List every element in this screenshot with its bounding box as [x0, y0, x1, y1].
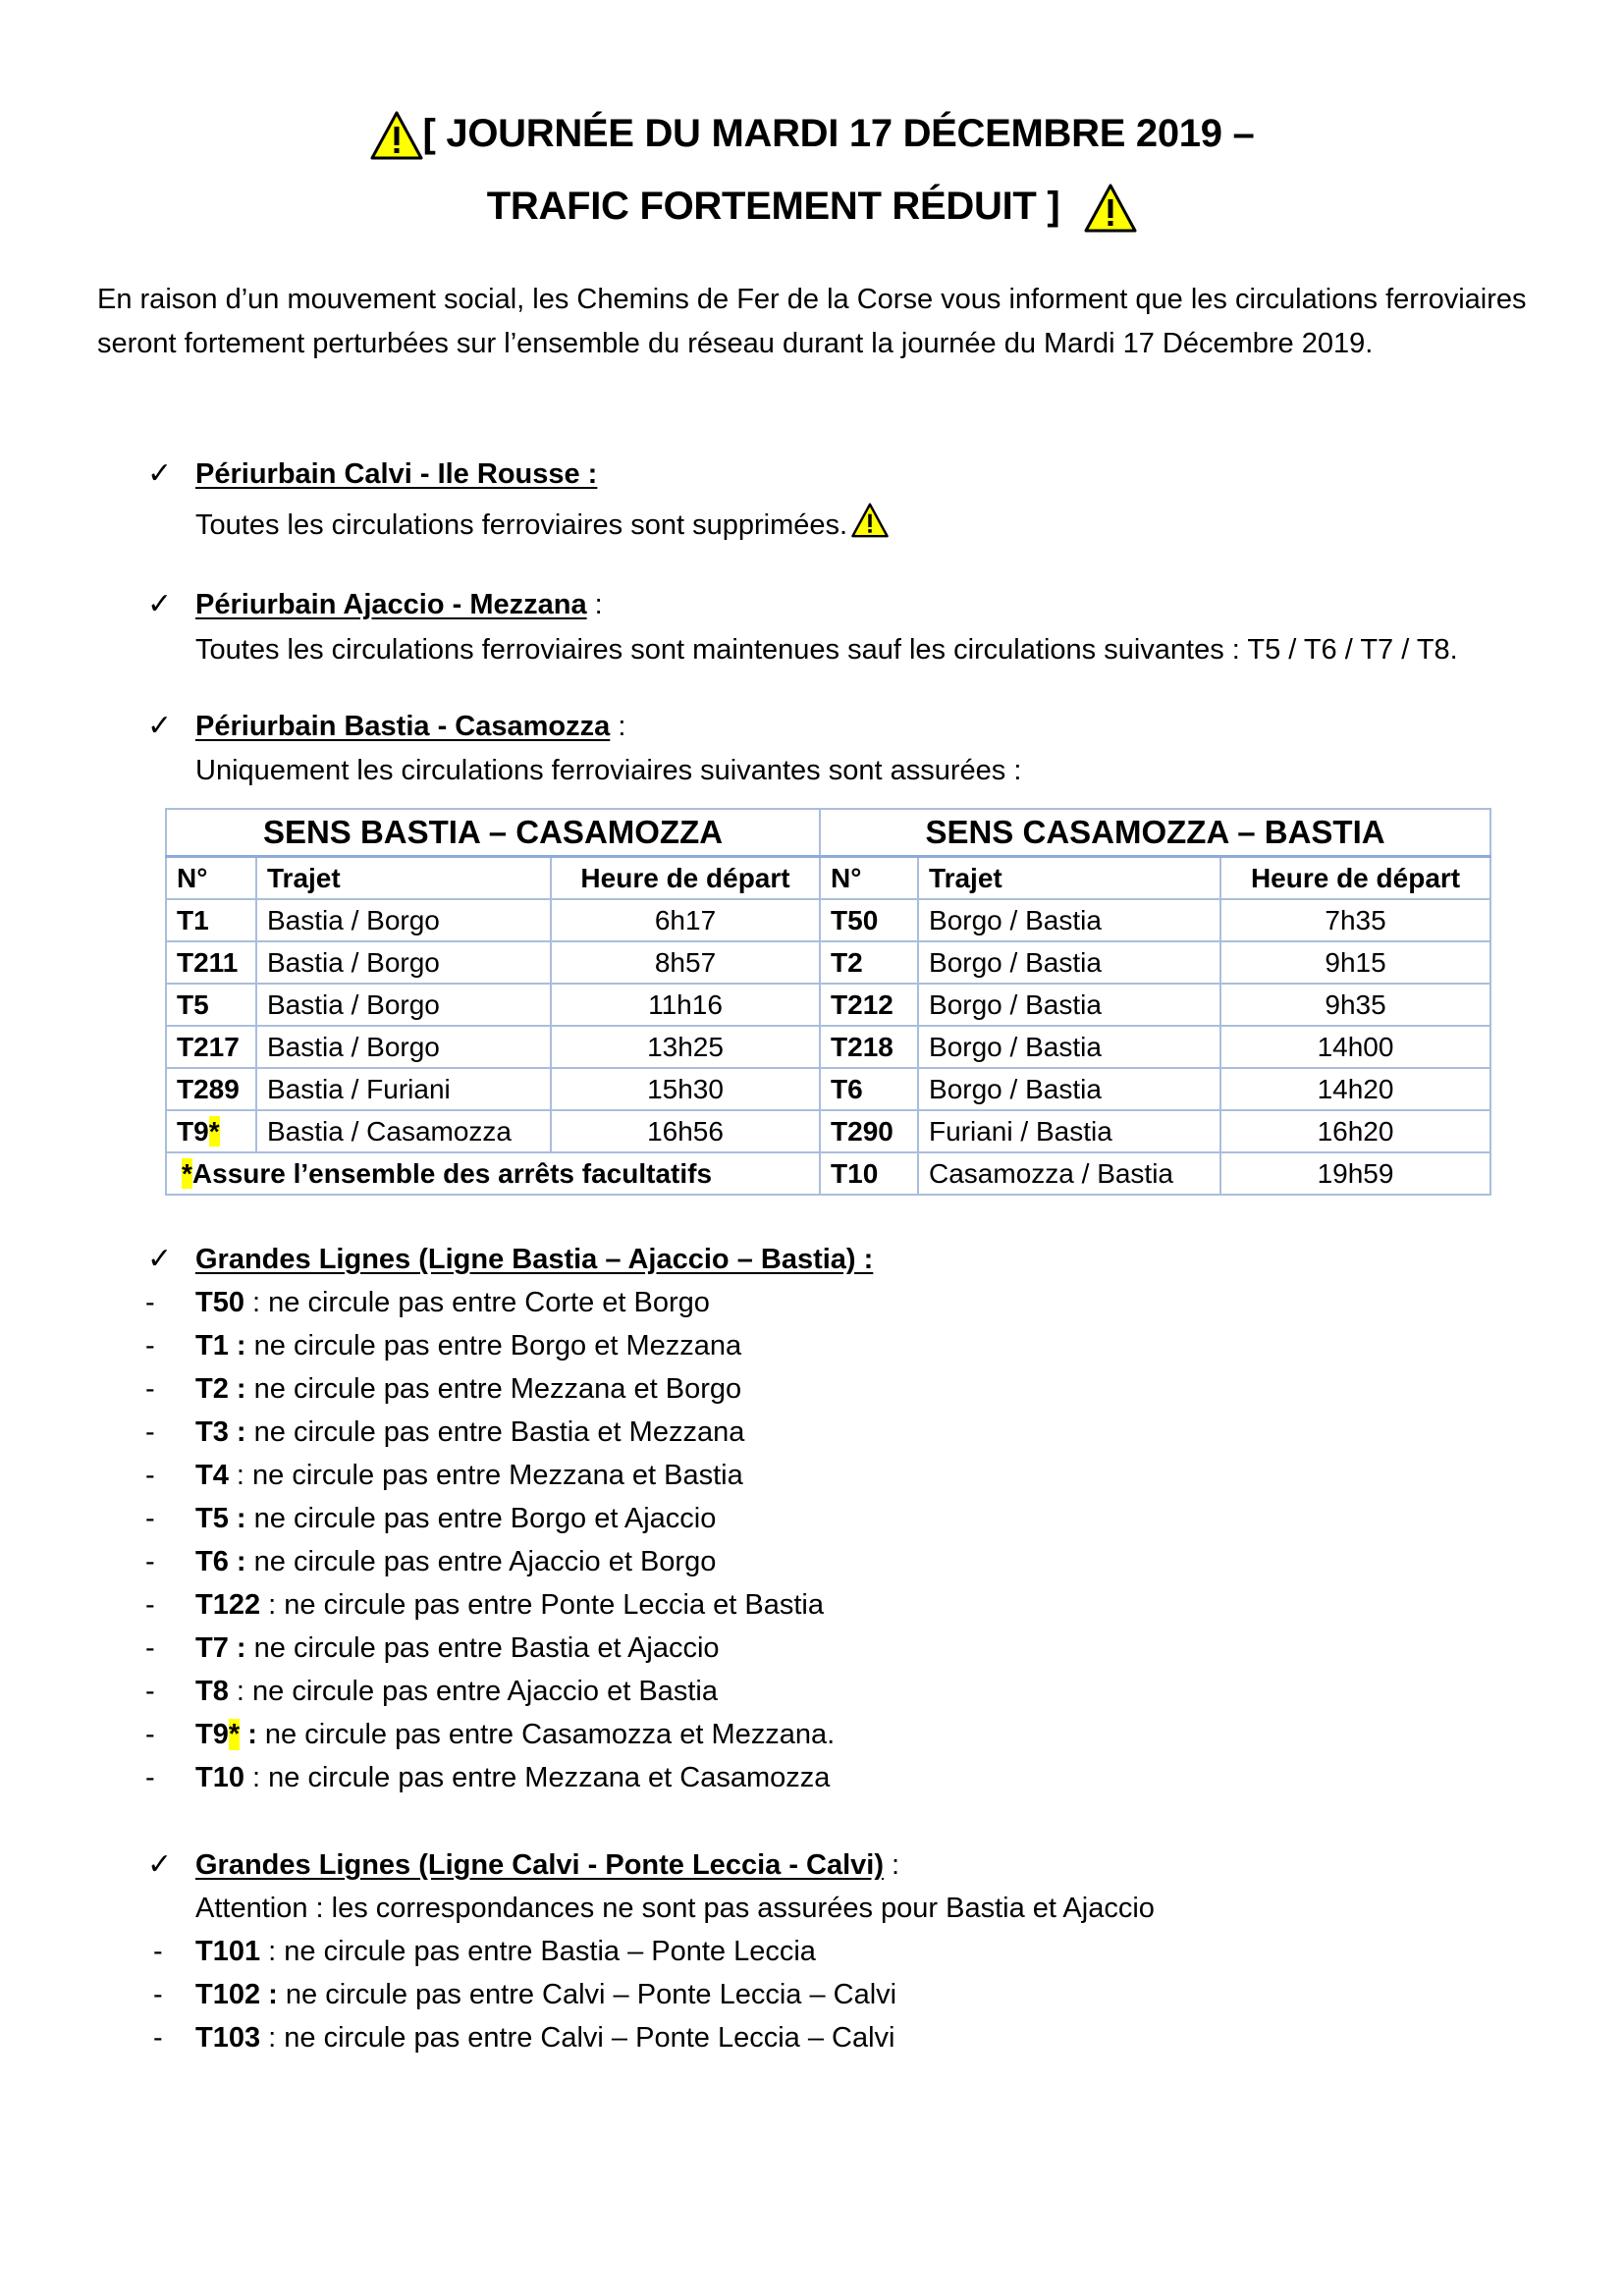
- list-item: - T9* : ne circule pas entre Casamozza et Mezzana.: [145, 1719, 836, 1750]
- route: Bastia / Furiani: [256, 1068, 551, 1110]
- list-item: - T8 : ne circule pas entre Ajaccio et Bastia: [145, 1676, 718, 1707]
- title-line-2: [0, 179, 1624, 234]
- list-item: - T1 : ne circule pas entre Borgo et Mezzana: [145, 1330, 742, 1362]
- train-number: T2: [820, 941, 918, 984]
- departure-time: 8h57: [551, 941, 820, 984]
- train-number: T50: [820, 899, 918, 941]
- section-heading-calvi: Périurbain Calvi - Ile Rousse :: [195, 458, 598, 490]
- timetable-table: [165, 808, 1491, 1196]
- column-header: Heure de départ: [551, 857, 820, 900]
- departure-time: 9h35: [1220, 984, 1490, 1026]
- section-text-bastia: Uniquement les circulations ferroviaires suivantes sont assurées :: [195, 755, 1022, 786]
- table-row: [166, 1152, 1490, 1195]
- list-item: - T7 : ne circule pas entre Bastia et Ajaccio: [145, 1632, 720, 1664]
- check-icon: ✓: [147, 710, 173, 742]
- departure-time: 19h59: [1220, 1152, 1490, 1195]
- departure-time: 6h17: [551, 899, 820, 941]
- check-icon: ✓: [147, 588, 173, 620]
- route: Bastia / Casamozza: [256, 1110, 551, 1152]
- title-line-1: [0, 106, 1624, 161]
- departure-time: 15h30: [551, 1068, 820, 1110]
- check-icon: ✓: [147, 1243, 173, 1275]
- departure-time: 13h25: [551, 1026, 820, 1068]
- list-item: - T2 : ne circule pas entre Mezzana et Borgo: [145, 1373, 742, 1405]
- table-row: [166, 941, 1490, 984]
- check-icon: ✓: [147, 1848, 173, 1881]
- train-number: T5: [166, 984, 256, 1026]
- highlighted-asterisk: *: [208, 1116, 220, 1147]
- list-item: - T122 : ne circule pas entre Ponte Leccia et Bastia: [145, 1589, 824, 1621]
- column-header: N°: [820, 857, 918, 900]
- table-row: [166, 984, 1490, 1026]
- departure-time: 9h15: [1220, 941, 1490, 984]
- warning-icon: [851, 503, 889, 549]
- column-header: Trajet: [918, 857, 1220, 900]
- title-line-1-text: [ JOURNÉE DU MARDI 17 DÉCEMBRE 2019 –: [422, 112, 1255, 155]
- train-number: T1: [166, 899, 256, 941]
- list-item: - T101 : ne circule pas entre Bastia – Ponte Leccia: [153, 1936, 816, 1967]
- route: Casamozza / Bastia: [918, 1152, 1220, 1195]
- departure-time: 14h00: [1220, 1026, 1490, 1068]
- table-row: [166, 899, 1490, 941]
- table-row: [166, 1026, 1490, 1068]
- list-item: - T50 : ne circule pas entre Corte et Borgo: [145, 1287, 710, 1318]
- route: Bastia / Borgo: [256, 941, 551, 984]
- departure-time: 16h20: [1220, 1110, 1490, 1152]
- route: Borgo / Bastia: [918, 984, 1220, 1026]
- route: Bastia / Borgo: [256, 1026, 551, 1068]
- highlighted-asterisk: *: [182, 1158, 192, 1189]
- warning-icon: [370, 111, 423, 160]
- list-item: - T6 : ne circule pas entre Ajaccio et Borgo: [145, 1546, 717, 1577]
- section-heading-grandes-lignes-bastia-ajaccio: Grandes Lignes (Ligne Bastia – Ajaccio – Bastia) :: [195, 1244, 874, 1275]
- section-heading-ajaccio: Périurbain Ajaccio - Mezzana :: [195, 589, 603, 620]
- column-header: Trajet: [256, 857, 551, 900]
- direction-title-right: SENS CASAMOZZA – BASTIA: [820, 809, 1490, 857]
- table-row: [166, 1068, 1490, 1110]
- train-number: T10: [820, 1152, 918, 1195]
- route: Borgo / Bastia: [918, 899, 1220, 941]
- route: Borgo / Bastia: [918, 941, 1220, 984]
- departure-time: 16h56: [551, 1110, 820, 1152]
- list-item: - T10 : ne circule pas entre Mezzana et Casamozza: [145, 1762, 831, 1793]
- train-number: T9*: [166, 1110, 256, 1152]
- check-icon: ✓: [147, 457, 173, 490]
- column-header: N°: [166, 857, 256, 900]
- direction-row: [166, 809, 1490, 857]
- list-item: - T5 : ne circule pas entre Borgo et Ajaccio: [145, 1503, 717, 1534]
- route: Borgo / Bastia: [918, 1068, 1220, 1110]
- departure-time: 7h35: [1220, 899, 1490, 941]
- train-number: T6: [820, 1068, 918, 1110]
- list-item: - T103 : ne circule pas entre Calvi – Ponte Leccia – Calvi: [153, 2022, 895, 2054]
- train-number: T217: [166, 1026, 256, 1068]
- column-header-row: [166, 857, 1490, 900]
- list-item: - T3 : ne circule pas entre Bastia et Mezzana: [145, 1416, 745, 1448]
- footnote: *Assure l’ensemble des arrêts facultatifs: [166, 1152, 820, 1195]
- direction-title-left: SENS BASTIA – CASAMOZZA: [166, 809, 820, 857]
- route: Borgo / Bastia: [918, 1026, 1220, 1068]
- list-item: - T4 : ne circule pas entre Mezzana et Bastia: [145, 1460, 743, 1491]
- title-line-2-text: TRAFIC FORTEMENT RÉDUIT ]: [486, 185, 1060, 228]
- timetable: [165, 808, 1489, 1196]
- train-number: T211: [166, 941, 256, 984]
- section-text-calvi: Toutes les circulations ferroviaires sont supprimées.: [195, 503, 889, 549]
- warning-icon: [1084, 184, 1137, 233]
- train-number: T212: [820, 984, 918, 1026]
- column-header: Heure de départ: [1220, 857, 1490, 900]
- train-number: T290: [820, 1110, 918, 1152]
- section-text-ajaccio: Toutes les circulations ferroviaires sont maintenues sauf les circulations suivantes : T5 / T6 / T7 / T8.: [195, 634, 1458, 666]
- table-row: [166, 1110, 1490, 1152]
- departure-time: 11h16: [551, 984, 820, 1026]
- section-heading-bastia: Périurbain Bastia - Casamozza :: [195, 711, 626, 742]
- route: Bastia / Borgo: [256, 984, 551, 1026]
- train-number: T218: [820, 1026, 918, 1068]
- highlighted-asterisk: *: [228, 1719, 241, 1750]
- attention-note: Attention : les correspondances ne sont pas assurées pour Bastia et Ajaccio: [195, 1893, 1155, 1924]
- train-number: T289: [166, 1068, 256, 1110]
- section-heading-grandes-lignes-calvi: Grandes Lignes (Ligne Calvi - Ponte Leccia - Calvi) :: [195, 1849, 900, 1881]
- list-item: - T102 : ne circule pas entre Calvi – Ponte Leccia – Calvi: [153, 1979, 897, 2010]
- departure-time: 14h20: [1220, 1068, 1490, 1110]
- route: Furiani / Bastia: [918, 1110, 1220, 1152]
- intro-paragraph: En raison d’un mouvement social, les Chemins de Fer de la Corse vous informent que les circulations ferroviaires seront fortement perturbées sur l’ensemble du réseau durant la journée du Mardi 17 Décembre 2019.: [97, 284, 1527, 359]
- route: Bastia / Borgo: [256, 899, 551, 941]
